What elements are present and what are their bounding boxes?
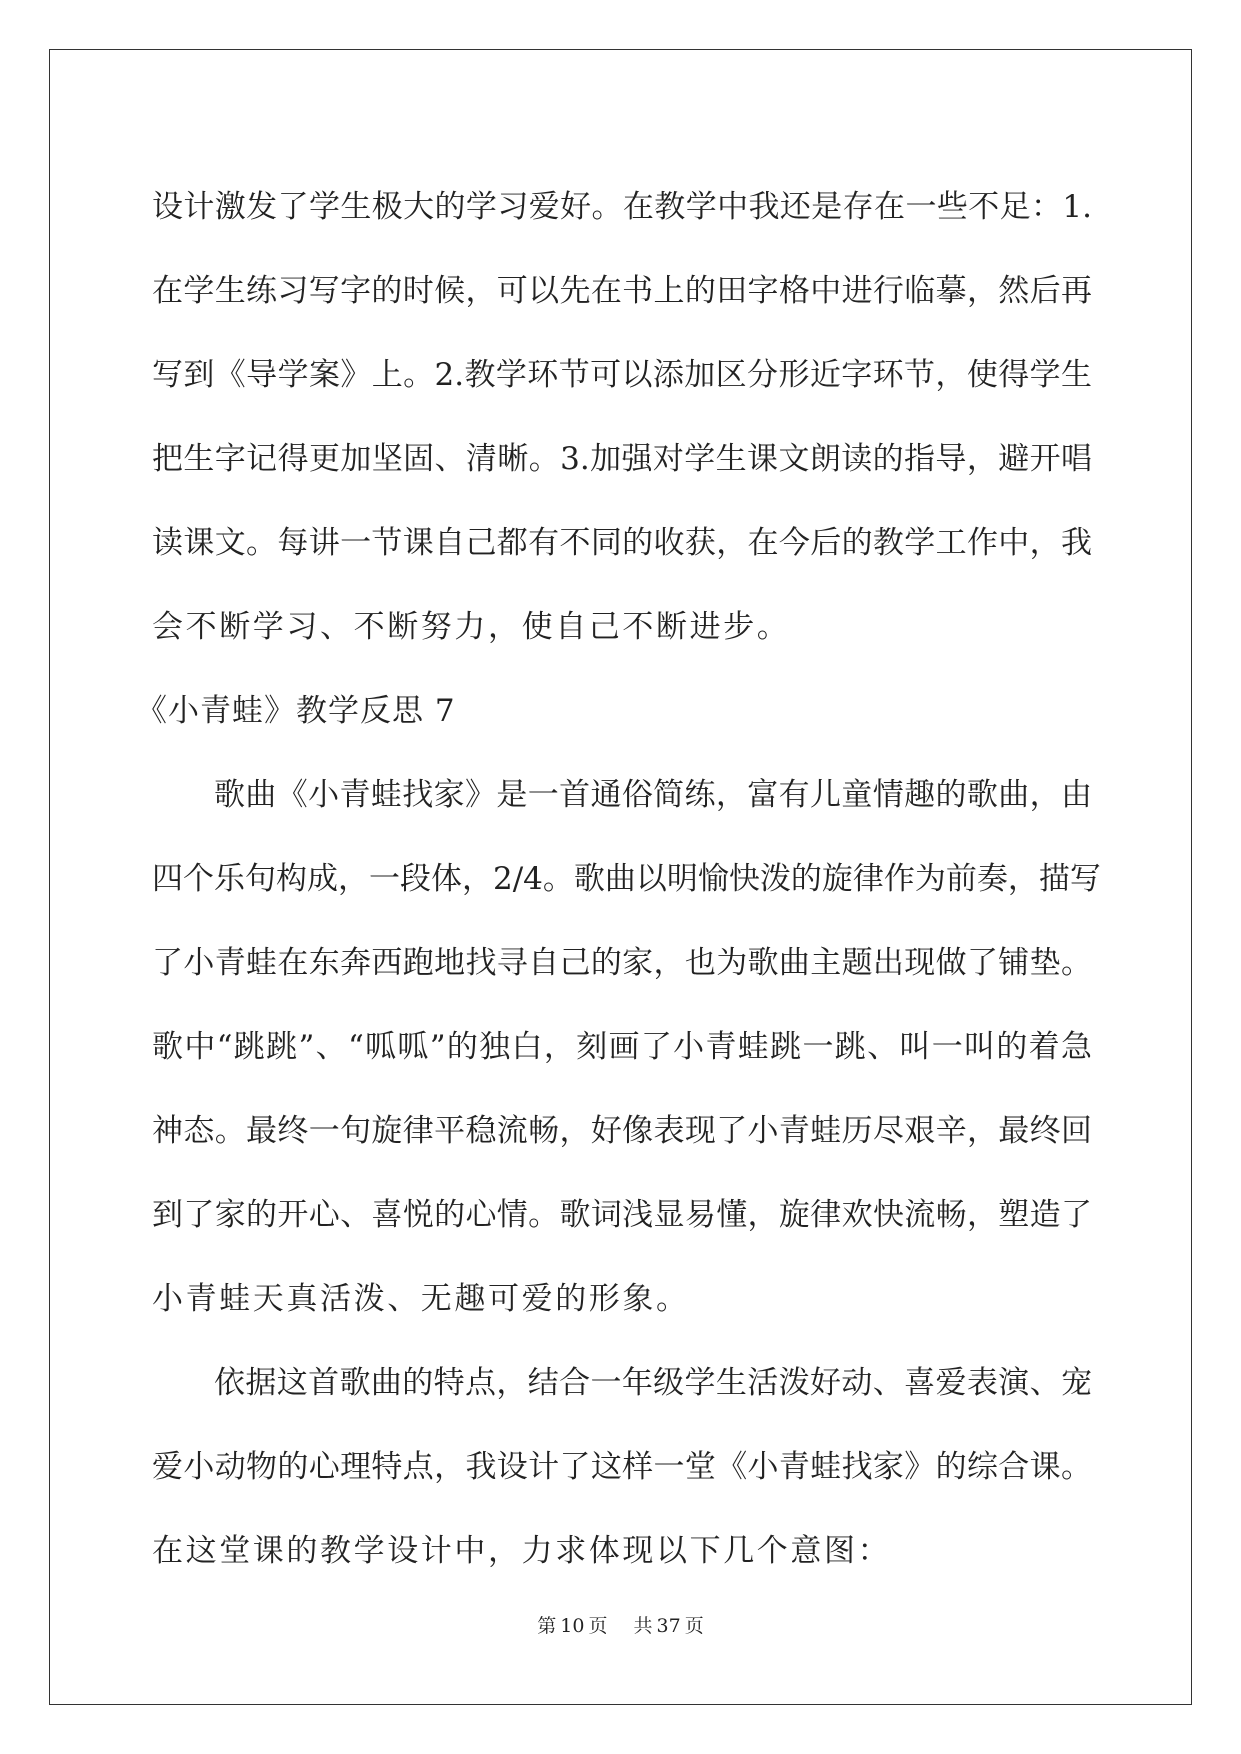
paragraph-line: 在这堂课的教学设计中，力求体现以下几个意图： (152, 1533, 892, 1569)
paragraph-line: 爱小动物的心理特点，我设计了这样一堂《小青蛙找家》的综合课。 (152, 1449, 1092, 1485)
paragraph-line: 到了家的开心、喜悦的心情。歌词浅显易懂，旋律欢快流畅，塑造了 (152, 1197, 1092, 1233)
paragraph-line: 了小青蛙在东奔西跑地找寻自己的家，也为歌曲主题出现做了铺垫。 (152, 945, 1092, 981)
paragraph-line: 读课文。每讲一节课自己都有不同的收获，在今后的教学工作中，我 (152, 525, 1092, 561)
paragraph-line: 会不断学习、不断努力，使自己不断进步。 (152, 609, 791, 645)
paragraph-line: 歌曲《小青蛙找家》是一首通俗简练，富有儿童情趣的歌曲，由 (214, 777, 1092, 813)
paragraph-line: 神态。最终一句旋律平稳流畅，好像表现了小青蛙历尽艰辛，最终回 (152, 1113, 1092, 1149)
document-body (136, 165, 1101, 1593)
total-suffix: 页 (684, 1615, 704, 1637)
paragraph-line: 依据这首歌曲的特点，结合一年级学生活泼好动、喜爱表演、宠 (214, 1365, 1092, 1401)
section-title: 《小青蛙》教学反思 7 (136, 693, 456, 729)
page-prefix: 第 (537, 1615, 557, 1637)
page-footer (0, 1611, 1241, 1638)
paragraph-line: 小青蛙天真活泼、无趣可爱的形象。 (152, 1281, 690, 1317)
paragraph-line: 歌中“跳跳”、“呱呱”的独白，刻画了小青蛙跳一跳、叫一叫的着急 (152, 1029, 1092, 1065)
page-number: 10 (560, 1615, 585, 1637)
total-prefix: 共 (633, 1615, 653, 1637)
page-suffix: 页 (588, 1615, 608, 1637)
total-pages: 37 (656, 1615, 681, 1637)
paragraph-line: 设计激发了学生极大的学习爱好。在教学中我还是存在一些不足：1. (152, 189, 1092, 225)
paragraph-line: 在学生练习写字的时候，可以先在书上的田字格中进行临摹，然后再 (152, 273, 1092, 309)
paragraph-line: 写到《导学案》上。2.教学环节可以添加区分形近字环节，使得学生 (152, 357, 1092, 393)
paragraph-line: 把生字记得更加坚固、清晰。3.加强对学生课文朗读的指导，避开唱 (152, 441, 1092, 477)
paragraph-line: 四个乐句构成，一段体，2/4。歌曲以明愉快泼的旋律作为前奏，描写 (152, 861, 1101, 897)
